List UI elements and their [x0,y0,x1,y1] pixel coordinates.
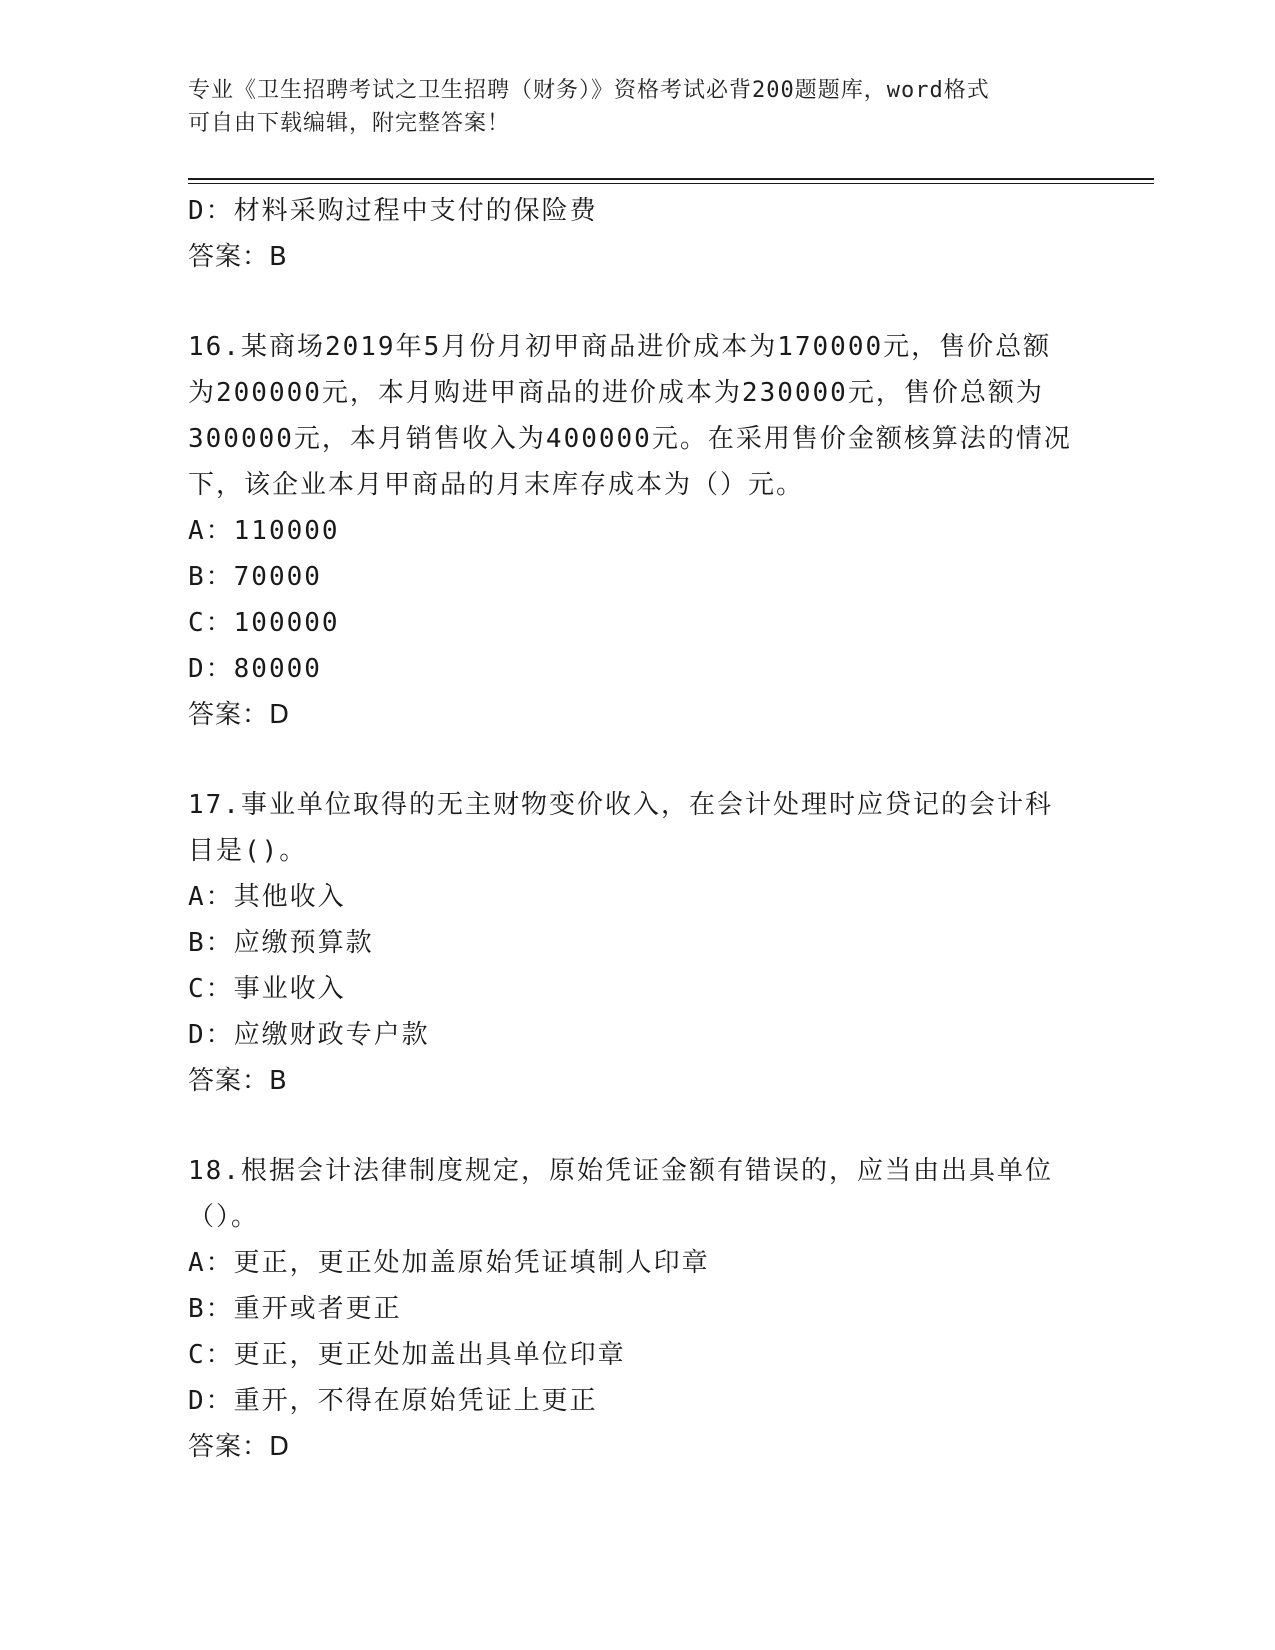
question-text-line: 18.根据会计法律制度规定，原始凭证金额有错误的，应当由出具单位 [188,1156,1053,1186]
header-line-1: 专业《卫生招聘考试之卫生招聘（财务）》资格考试必背200题题库，word格式 [188,78,990,103]
question-text-line: （）。 [188,1202,260,1232]
header-line-2: 可自由下载编辑，附完整答案！ [188,111,511,136]
option-d: D：材料采购过程中支付的保险费 [188,196,598,226]
option-d: D：应缴财政专户款 [188,1020,430,1050]
document-header [188,74,1088,140]
question-16 [188,324,1088,738]
option-d: D：80000 [188,654,322,684]
question-text-line: 17.事业单位取得的无主财物变价收入，在会计处理时应贷记的会计科 [188,790,1053,820]
header-divider-thin [188,183,1154,184]
question-18 [188,1148,1088,1470]
document-body [188,188,1088,1470]
answer: 答案：B [188,1066,288,1096]
answer: 答案：D [188,700,291,730]
question-17 [188,782,1088,1104]
question-text-line: 为200000元，本月购进甲商品的进价成本为230000元，售价总额为 [188,378,1044,408]
option-d: D：重开，不得在原始凭证上更正 [188,1386,598,1416]
answer: 答案：B [188,242,288,272]
option-b: B：应缴预算款 [188,928,374,958]
answer: 答案：D [188,1432,291,1462]
option-b: B：70000 [188,562,322,592]
option-c: C：事业收入 [188,974,346,1004]
option-a: A：其他收入 [188,882,346,912]
option-c: C：100000 [188,608,340,638]
option-c: C：更正，更正处加盖出具单位印章 [188,1340,626,1370]
option-b: B：重开或者更正 [188,1294,402,1324]
question-text-line: 16.某商场2019年5月份月初甲商品进价成本为170000元，售价总额 [188,332,1052,362]
question-text-line: 下，该企业本月甲商品的月末库存成本为（）元。 [188,470,805,500]
question-text-line: 目是()。 [188,836,308,866]
option-a: A：110000 [188,516,340,546]
header-divider-thick [188,178,1154,180]
question-text-line: 300000元，本月销售收入为400000元。在采用售价金额核算法的情况 [188,424,1072,454]
option-a: A：更正，更正处加盖原始凭证填制人印章 [188,1248,710,1278]
